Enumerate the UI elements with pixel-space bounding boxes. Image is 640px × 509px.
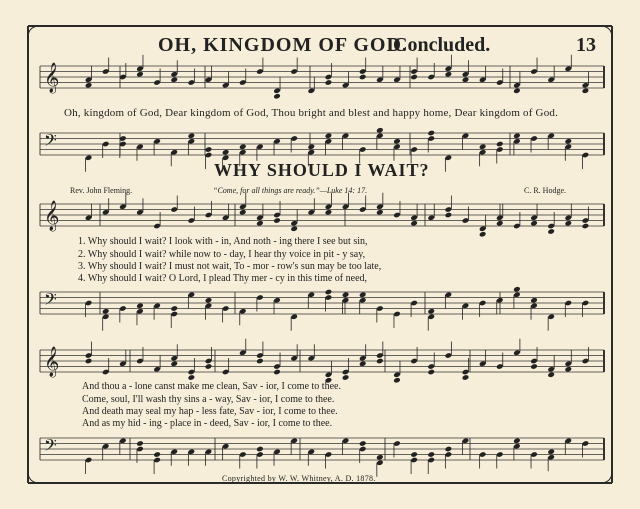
note-head: [273, 93, 281, 100]
note-head: [325, 132, 333, 139]
note-head: [427, 130, 435, 137]
note-head: [290, 225, 298, 232]
song-title: WHY SHOULD I WAIT?: [214, 160, 430, 180]
note-head: [547, 448, 555, 455]
treble-clef: 𝄞: [44, 63, 60, 93]
note-head: [410, 74, 418, 81]
note-head: [359, 360, 367, 367]
note-head: [479, 143, 487, 150]
first-hymn-lyric: Oh, kingdom of God, Dear kingdom of God, Thou bright and blest and happy home, Dear kingdom of God.: [64, 107, 559, 119]
note-head: [513, 286, 521, 293]
refrain-line-3: And death may seal my hap - less fate, Sav - ior, I come to thee.: [82, 406, 338, 417]
verse-2: 2. Why should I wait? while now to - day, I hear thy voice in pit - y say,: [78, 249, 366, 260]
note-head: [445, 212, 453, 219]
note-head: [410, 220, 418, 227]
note-head: [273, 217, 281, 224]
note-head: [547, 371, 555, 378]
note-head: [136, 440, 144, 447]
note-head: [205, 297, 213, 304]
note-head: [136, 71, 144, 78]
author-credit: Rev. John Fleming.: [70, 186, 133, 195]
note-head: [530, 220, 538, 227]
note-head: [256, 358, 264, 365]
note-head: [393, 138, 401, 145]
note-head: [325, 79, 333, 86]
treble-clef: 𝄞: [44, 201, 60, 231]
note-head: [102, 308, 110, 315]
note-head: [273, 369, 281, 376]
note-head: [170, 76, 178, 83]
composer-credit: C. R. Hodge.: [524, 186, 566, 195]
note-head: [222, 149, 230, 156]
note-head: [513, 132, 521, 139]
refrain-line-2: Come, soul, I'll wash thy sins a - way, Sav - ior, I come to thee.: [82, 394, 335, 405]
note-head: [256, 446, 264, 453]
note-head: [153, 451, 161, 458]
note-head: [565, 366, 573, 373]
note-head: [582, 87, 590, 94]
note-head: [136, 302, 144, 309]
treble-clef: 𝄞: [44, 347, 60, 377]
clefs: [44, 62, 59, 459]
note-head: [462, 76, 470, 83]
note-head: [239, 143, 247, 150]
note-head: [462, 374, 470, 381]
note-head: [496, 141, 504, 148]
note-head: [359, 74, 367, 81]
note-head: [376, 454, 384, 461]
note-head: [376, 358, 384, 365]
note-head: [376, 127, 384, 134]
note-head: [427, 308, 435, 315]
note-head: [85, 358, 93, 365]
verse-3: 3. Why should I wait? I must not wait, To - mor - row's sun may be too late,: [78, 261, 382, 272]
note-head: [256, 220, 264, 227]
note-head: [565, 138, 573, 145]
note-head: [170, 360, 178, 367]
note-head: [376, 209, 384, 216]
note-head: [513, 437, 521, 444]
note-head: [445, 446, 453, 453]
bass-clef: 𝄢: [44, 130, 57, 154]
copyright-notice: Copyrighted by W. W. Whitney, A. D. 1878.: [222, 474, 376, 483]
note-head: [513, 87, 521, 94]
note-head: [359, 440, 367, 447]
bass-clef: 𝄢: [44, 435, 57, 459]
note-head: [582, 223, 590, 230]
verse-1: 1. Why should I wait? I look with - in, And noth - ing there I see but sin,: [78, 236, 368, 247]
page-number: 13: [576, 34, 596, 56]
note-head: [325, 289, 333, 296]
hymn-title: OH, KINGDOM OF GOD.: [158, 34, 408, 56]
note-head: [393, 377, 401, 384]
note-head: [547, 228, 555, 235]
note-head: [85, 82, 93, 89]
refrain-line-4: And as my hid - ing - place in - deed, Sav - ior, I come to thee.: [82, 418, 333, 429]
note-head: [205, 363, 213, 370]
note-head: [188, 374, 196, 381]
note-head: [205, 146, 213, 153]
note-head: [565, 220, 573, 227]
note-head: [342, 374, 350, 381]
note-head: [410, 451, 418, 458]
note-head: [359, 291, 367, 298]
note-head: [479, 231, 487, 238]
note-head: [530, 363, 538, 370]
note-head: [445, 71, 453, 78]
note-head: [530, 297, 538, 304]
refrain-line-1: And thou a - lone canst make me clean, Sav - ior, I come to thee.: [82, 381, 341, 392]
hymn-subtitle: Concluded.: [393, 34, 491, 56]
note-head: [239, 209, 247, 216]
note-head: [496, 220, 504, 227]
verse-4: 4. Why should I wait? O Lord, I plead Thy mer - cy in this time of need,: [78, 273, 368, 284]
note-head: [427, 451, 435, 458]
epigraph: “Come, for all things are ready.”—Luke 14: 17.: [213, 186, 368, 195]
note-head: [427, 369, 435, 376]
bass-clef: 𝄢: [44, 289, 57, 313]
note-head: [170, 305, 178, 312]
note-head: [325, 209, 333, 216]
note-head: [308, 143, 316, 150]
note-head: [188, 132, 196, 139]
note-head: [342, 291, 350, 298]
